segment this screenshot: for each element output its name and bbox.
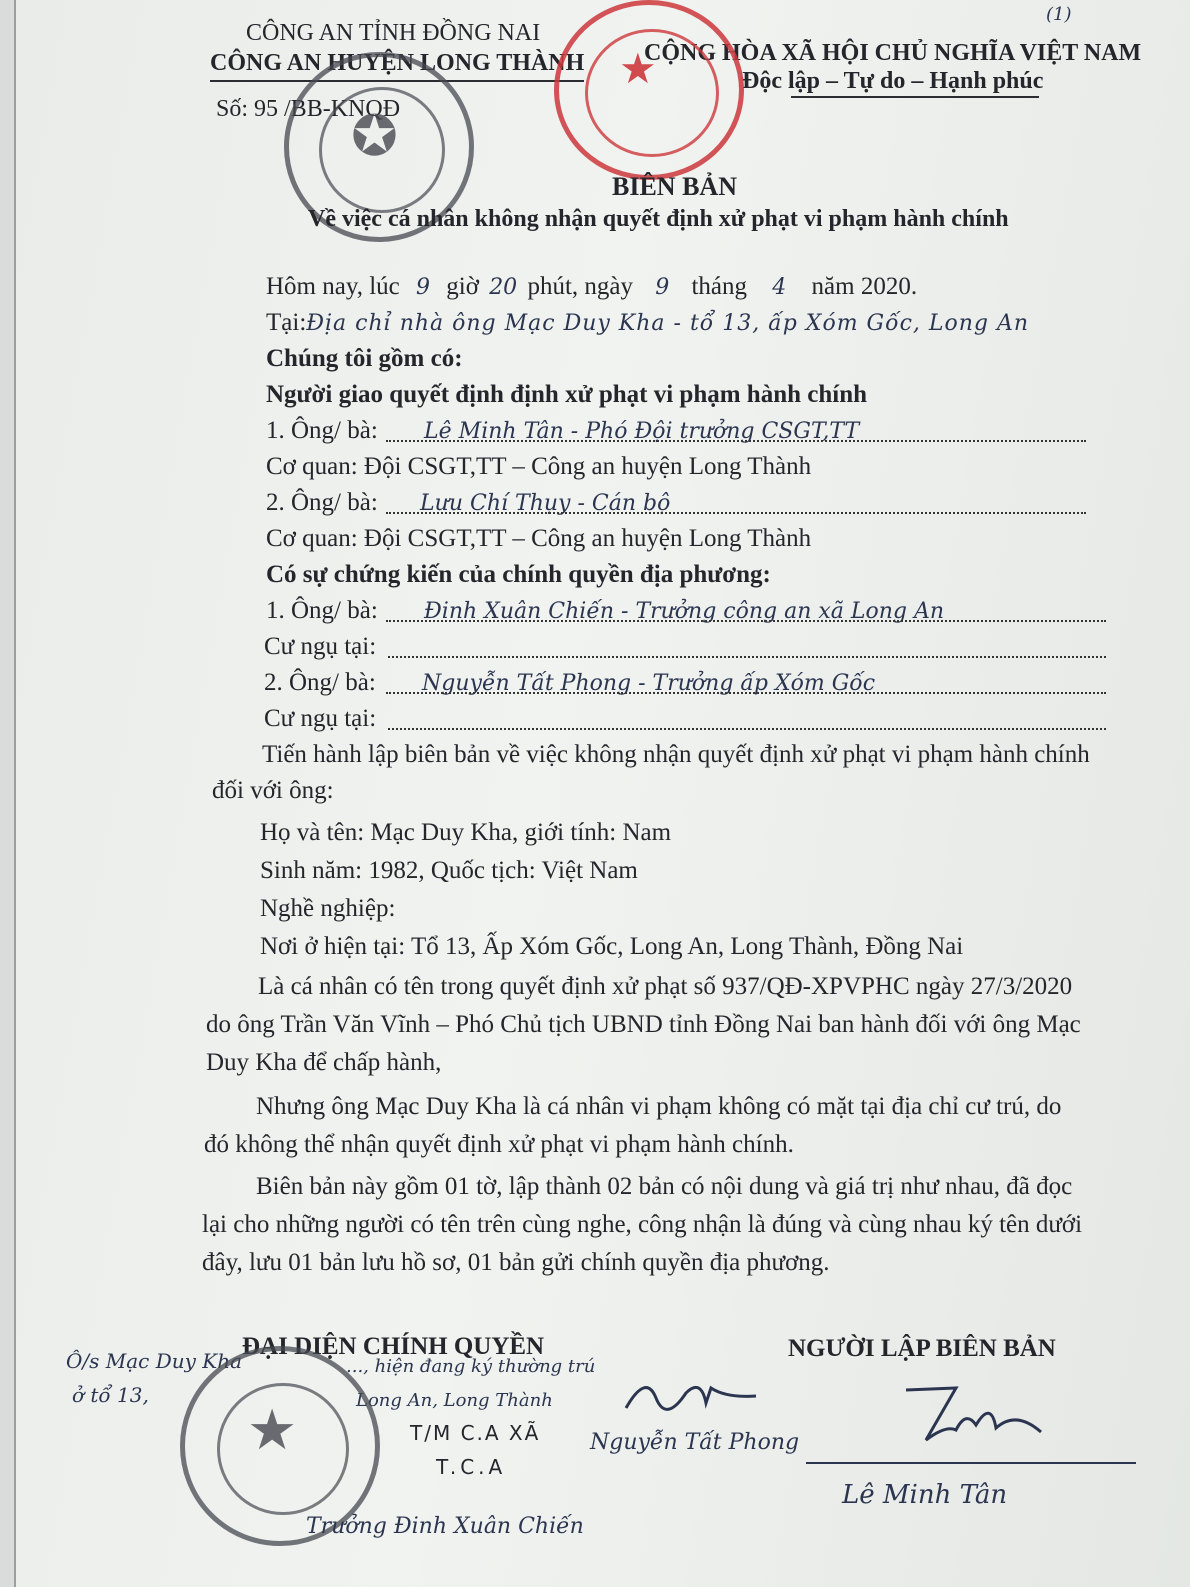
minute-label: phút, ngày [527, 273, 633, 300]
place-value: Địa chỉ nhà ông Mạc Duy Kha - tổ 13, ấp Xóm Gốc, Long An [306, 311, 1030, 336]
person2-label: 2. Ông/ bà: [266, 489, 378, 516]
para3-line2: lại cho những người có tên trên cùng nghe, công nhận là đúng và cùng nhau ký tên dưới [202, 1211, 1083, 1238]
star-icon: ★ [247, 1400, 298, 1462]
right-signature-scribble [896, 1370, 1046, 1460]
red-seal-stamp [554, 0, 744, 180]
witness1-line [266, 596, 944, 627]
subject-name: Họ và tên: Mạc Duy Kha, giới tính: Nam [260, 819, 672, 846]
left-signer-name: Đinh Xuân Chiến [393, 1514, 584, 1539]
right-signature-heading: NGƯỜI LẬP BIÊN BẢN [788, 1335, 1056, 1362]
agency2: Cơ quan: Đội CSGT,TT – Công an huyện Long Thành [266, 525, 812, 552]
left-note-3: ..., hiện đang ký thường trú [346, 1356, 596, 1377]
star-icon: ★ [619, 47, 657, 93]
para2-line2: đó không thể nhận quyết định xử phạt vi phạm hành chính. [204, 1131, 794, 1158]
agency1: Cơ quan: Đội CSGT,TT – Công an huyện Long Thành [266, 453, 812, 480]
motto: Độc lập – Tự do – Hạnh phúc [742, 68, 1044, 94]
doc-subtitle: Về việc cá nhân không nhận quyết định xử phạt vi phạm hành chính [308, 206, 1009, 232]
year-text: năm 2020. [811, 273, 918, 300]
person1-dotted-line [386, 440, 1086, 442]
person1-value: Lê Minh Tân - Phó Đội trưởng CSGT,TT [424, 419, 860, 444]
witness2-label: 2. Ông/ bà: [264, 669, 376, 696]
left-note-2: ở tổ 13, [72, 1383, 149, 1407]
subject-birth: Sinh năm: 1982, Quốc tịch: Việt Nam [260, 857, 638, 884]
place-label: Tại: [266, 309, 307, 336]
left-signer-prefix: Trưởng [306, 1514, 387, 1539]
date-prefix: Hôm nay, lúc [266, 273, 400, 300]
person2-dotted-line [386, 512, 1086, 514]
person1-line [266, 416, 1086, 447]
para3-line3: đây, lưu 01 bản lưu hồ sơ, 01 bản gửi chính quyền địa phương. [202, 1249, 830, 1276]
middle-signature-scribble [616, 1368, 766, 1428]
star-icon: ✪ [351, 106, 398, 168]
left-note-1: Ô/s Mạc Duy Kha [66, 1349, 243, 1373]
subject-address: Nơi ở hiện tại: Tổ 13, Ấp Xóm Gốc, Long An, Long Thành, Đồng Nai [260, 933, 964, 960]
day-value: 9 [655, 275, 670, 300]
left-signature-heading: ĐẠI DIỆN CHÍNH QUYỀN [242, 1333, 545, 1360]
corner-mark: (1) [1046, 4, 1072, 25]
witness-heading: Có sự chứng kiến của chính quyền địa phương: [266, 561, 771, 588]
witness2-line [264, 668, 875, 699]
org-parent: CÔNG AN TỈNH ĐỒNG NAI [246, 20, 541, 46]
subject-job: Nghề nghiệp: [260, 895, 396, 922]
intro-line-2: đối với ông: [212, 777, 334, 804]
left-note-4: Long An, Long Thành [356, 1390, 553, 1411]
left-signer [306, 1512, 584, 1542]
document-page [14, 0, 1190, 1587]
hour-value: 9 [416, 275, 431, 300]
witness2-value: Nguyễn Tất Phong - Trưởng ấp Xóm Gốc [422, 671, 876, 696]
left-stamp-title: T/M C.A XÃ [410, 1421, 541, 1445]
doc-title: BIÊN BẢN [612, 172, 737, 201]
org-name: CÔNG AN HUYỆN LONG THÀNH [210, 48, 584, 82]
motto-underline [791, 96, 1039, 98]
witness1-value: Đinh Xuân Chiến - Trưởng công an xã Long An [424, 599, 945, 624]
residence2-label: Cư ngụ tại: [264, 705, 377, 732]
para1-line1: Là cá nhân có tên trong quyết định xử phạt số 937/QĐ-XPVPHC ngày 27/3/2020 [258, 973, 1073, 1000]
participants-heading: Chúng tôi gồm có: [266, 345, 463, 372]
date-line [266, 272, 917, 303]
residence2-dotted-line [388, 728, 1106, 730]
right-signature-line [806, 1462, 1136, 1464]
intro-line-1: Tiến hành lập biên bản về việc không nhận quyết định xử phạt vi phạm hành chính [262, 741, 1090, 768]
person2-value: Lưu Chí Thụy - Cán bộ [420, 491, 671, 516]
month-label: tháng [691, 273, 748, 300]
residence1-label: Cư ngụ tại: [264, 633, 377, 660]
minute-value: 20 [489, 275, 518, 300]
person2-line [266, 488, 670, 519]
right-signer: Lê Minh Tân [842, 1480, 1008, 1510]
place-line [266, 308, 1029, 339]
witness1-dotted-line [386, 620, 1106, 622]
witness1-label: 1. Ông/ bà: [266, 597, 378, 624]
country-name: CỘNG HÒA XÃ HỘI CHỦ NGHĨA VIỆT NAM [644, 40, 1142, 66]
person1-label: 1. Ông/ bà: [266, 417, 378, 444]
month-value: 4 [772, 275, 787, 300]
para1-line3: Duy Kha để chấp hành, [206, 1049, 442, 1076]
para3-line1: Biên bản này gồm 01 tờ, lập thành 02 bản có nội dung và giá trị như nhau, đã đọc [256, 1173, 1073, 1200]
para2-line1: Nhưng ông Mạc Duy Kha là cá nhân vi phạm không có mặt tại địa chỉ cư trú, do [256, 1093, 1062, 1120]
middle-signer: Nguyễn Tất Phong [590, 1430, 800, 1455]
left-stamp-title-2: T.C.A [436, 1455, 507, 1479]
para1-line2: do ông Trần Văn Vĩnh – Phó Chủ tịch UBND tỉnh Đồng Nai ban hành đối với ông Mạc [206, 1011, 1081, 1038]
witness2-dotted-line [386, 692, 1106, 694]
residence1-dotted-line [388, 656, 1106, 658]
issuers-heading: Người giao quyết định định xử phạt vi phạm hành chính [266, 381, 868, 408]
doc-number: Số: 95 /BB-KNQĐ [216, 96, 401, 122]
hour-label: giờ [446, 273, 479, 300]
